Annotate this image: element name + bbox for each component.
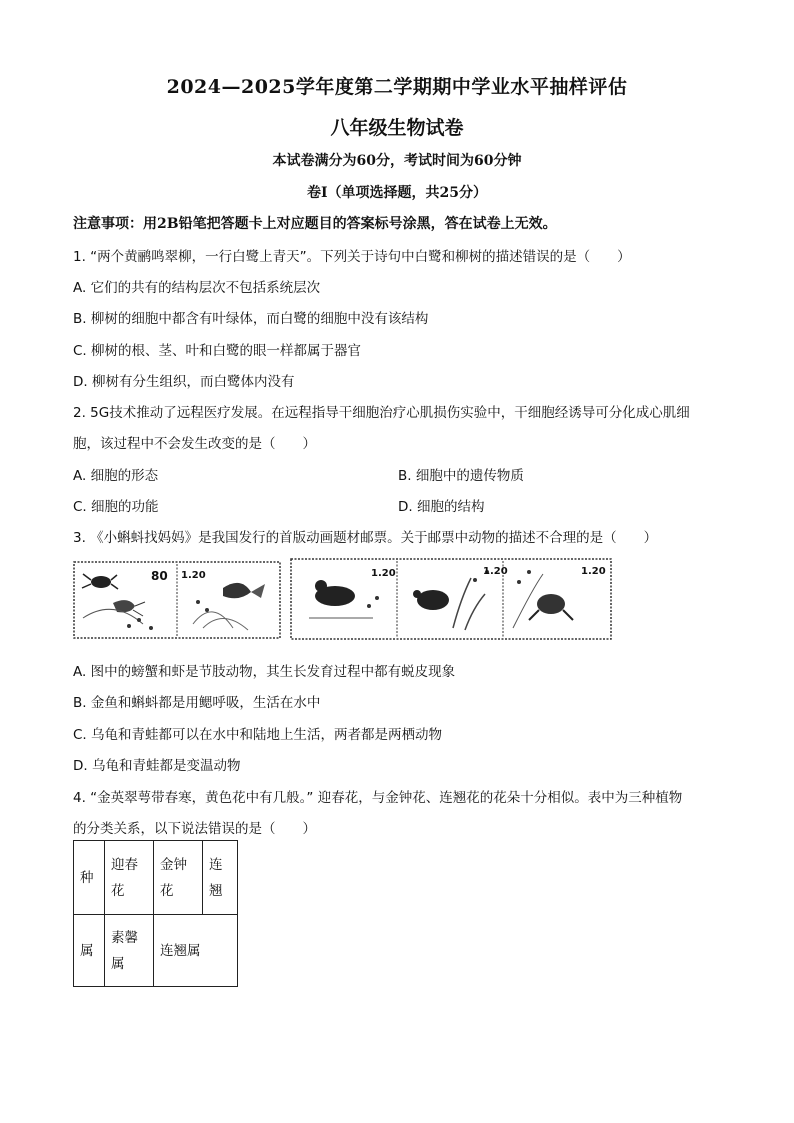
stamp-value-3: 1.20 [371,568,396,579]
q2-stem-line1: 2. 5G技术推动了远程医疗发展。在远程指导干细胞治疗心肌损伤实验中，干细胞经诱导可分化成心肌细 [73,405,690,421]
q2-stem-line2: 胞，该过程中不会发生改变的是（ ） [73,436,316,452]
q1-option-c: C. 柳树的根、茎、叶和白鹭的眼一样都属于器官 [73,343,362,359]
q2-option-c: C. 细胞的功能 [73,499,159,515]
q3-stem: 3. 《小蝌蚪找妈妈》是我国发行的首版动画题材邮票。关于邮票中动物的描述不合理的是（ ） [73,530,658,546]
table-row [74,915,238,987]
table-row [74,841,238,915]
q1-stem: 1. “两个黄鹂鸣翠柳，一行白鹭上青天”。下列关于诗句中白鹭和柳树的描述错误的是（ ） [73,249,631,265]
stamp-value-2: 1.20 [181,570,206,581]
species-cell: 连 翘 [203,841,238,915]
species-cell: 金钟 花 [154,841,203,915]
row-head-genus: 属 [74,915,105,987]
row-head-species: 种 [74,841,105,915]
q3-option-c: C. 乌龟和青蛙都可以在水中和陆地上生活，两者都是两栖动物 [73,727,443,743]
q4-stem-line2: 的分类关系，以下说法错误的是（ ） [73,821,316,837]
species-cell: 迎春 花 [105,841,154,915]
q3-option-d: D. 乌龟和青蛙都是变温动物 [73,758,241,774]
genus-cell: 连翘属 [154,915,238,987]
q2-option-a: A. 细胞的形态 [73,468,159,484]
notice: 注意事项：用2B铅笔把答题卡上对应题目的答案标号涂黑，答在试卷上无效。 [73,216,557,232]
classification-table [73,840,238,987]
genus-cell: 素馨 属 [105,915,154,987]
stamp-value-4: 1.20 [483,566,508,577]
stamp-sheet-right [291,559,611,639]
q1-option-a: A. 它们的共有的结构层次不包括系统层次 [73,280,321,296]
q3-option-a: A. 图中的螃蟹和虾是节肢动物，其生长发育过程中都有蜕皮现象 [73,664,456,680]
q3-option-b: B. 金鱼和蝌蚪都是用鳃呼吸，生活在水中 [73,695,321,711]
stamp-value-1: 80 [151,569,168,583]
q4-stem-line1: 4. “金英翠萼带春寒，黄色花中有几般。” 迎春花，与金钟花、连翘花的花朵十分相似。表中为三种植物 [73,790,683,806]
exam-title: 2024—2025学年度第二学期期中学业水平抽样评估 [166,76,628,98]
exam-info: 本试卷满分为60分，考试时间为60分钟 [272,153,522,169]
stamp-sheet-left [74,562,280,638]
q1-option-b: B. 柳树的细胞中都含有叶绿体，而白鹭的细胞中没有该结构 [73,311,429,327]
exam-subtitle: 八年级生物试卷 [330,117,464,139]
q2-option-b: B. 细胞中的遗传物质 [398,468,524,484]
stamps-image [73,558,633,642]
stamp-value-5: 1.20 [581,566,606,577]
q2-option-d: D. 细胞的结构 [398,499,485,515]
q1-option-d: D. 柳树有分生组织，而白鹭体内没有 [73,374,295,390]
section-heading: 卷Ⅰ（单项选择题，共25分） [306,185,488,201]
